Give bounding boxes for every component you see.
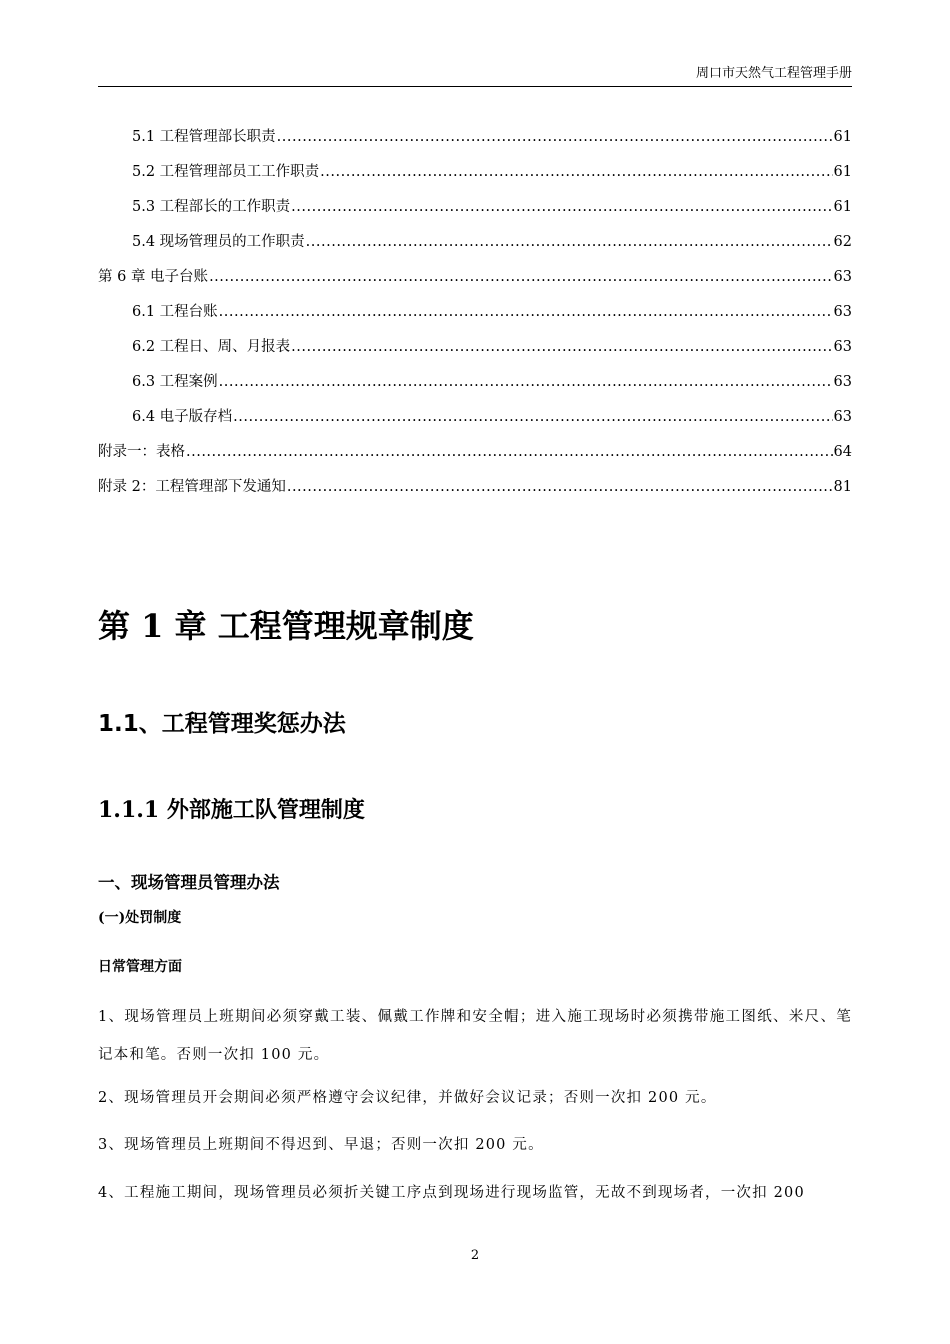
toc-leader-dots [233, 400, 832, 435]
toc-leader-dots [277, 120, 833, 155]
toc-entry[interactable] [98, 400, 852, 435]
header-rule [98, 86, 852, 87]
toc-entry-page: 63 [833, 339, 852, 355]
toc-entry[interactable] [98, 330, 852, 365]
toc-entry[interactable] [98, 295, 852, 330]
toc-entry-page: 63 [833, 269, 852, 285]
toc-entry-label: 6.1 工程台账 [132, 304, 218, 320]
toc-leader-dots [320, 155, 832, 190]
toc-entry-label: 5.4 现场管理员的工作职责 [132, 234, 305, 250]
body-paragraph: 2、现场管理员开会期间必须严格遵守会议纪律，并做好会议记录；否则一次扣 200 元。 [98, 1090, 717, 1106]
body-paragraph: 3、现场管理员上班期间不得迟到、早退；否则一次扣 200 元。 [98, 1137, 544, 1153]
toc-entry-page: 63 [833, 374, 852, 390]
toc-entry-page: 63 [833, 304, 852, 320]
toc-entry[interactable] [98, 190, 852, 225]
toc-entry-page: 63 [833, 409, 852, 425]
heading-level-4: (一)处罚制度 [98, 910, 182, 926]
toc-leader-dots [291, 330, 832, 365]
toc-leader-dots [306, 225, 833, 260]
toc-entry-page: 64 [833, 444, 852, 460]
subsection-title: 1.1.1 外部施工队管理制度 [98, 797, 365, 823]
toc-entry-label: 5.2 工程管理部员工工作职责 [132, 164, 320, 180]
toc-entry-label: 6.2 工程日、周、月报表 [132, 339, 291, 355]
toc-entry-page: 62 [833, 234, 852, 250]
toc-entry[interactable] [98, 365, 852, 400]
chapter-title: 第 1 章 工程管理规章制度 [98, 607, 474, 645]
toc-leader-dots [209, 260, 832, 295]
heading-level-3: 一、现场管理员管理办法 [98, 873, 280, 892]
toc-leader-dots [186, 435, 833, 470]
toc-leader-dots [219, 365, 833, 400]
toc-entry-label: 6.4 电子版存档 [132, 409, 233, 425]
running-header: 周口市天然气工程管理手册 [695, 66, 852, 81]
toc-leader-dots [287, 470, 833, 505]
toc-entry[interactable] [98, 225, 852, 260]
toc-entry-label: 6.3 工程案例 [132, 374, 218, 390]
toc-entry[interactable] [98, 155, 852, 190]
toc-entry-label: 5.3 工程部长的工作职责 [132, 199, 291, 215]
toc-leader-dots [219, 295, 833, 330]
table-of-contents [98, 120, 852, 505]
toc-entry-page: 61 [833, 164, 852, 180]
toc-entry-label: 附录一：表格 [98, 444, 185, 460]
toc-entry[interactable] [98, 470, 852, 505]
body-paragraph: 4、工程施工期间，现场管理员必须折关键工序点到现场进行现场监管，无故不到现场者，一次扣 200 [98, 1185, 805, 1201]
toc-entry[interactable] [98, 260, 852, 295]
toc-entry-label: 5.1 工程管理部长职责 [132, 129, 276, 145]
toc-leader-dots [291, 190, 832, 225]
toc-entry-page: 61 [833, 129, 852, 145]
toc-entry-page: 81 [833, 479, 852, 495]
toc-entry[interactable] [98, 435, 852, 470]
body-paragraph: 1、现场管理员上班期间必须穿戴工装、佩戴工作牌和安全帽；进入施工现场时必须携带施工图纸、米尺、笔记本和笔。否则一次扣 100 元。 [98, 1009, 852, 1063]
section-title: 1.1、工程管理奖惩办法 [98, 711, 346, 737]
toc-entry-label: 附录 2：工程管理部下发通知 [98, 479, 286, 495]
page-number: 2 [470, 1248, 480, 1263]
toc-entry-label: 第 6 章 电子台账 [98, 269, 209, 285]
heading-level-5: 日常管理方面 [98, 959, 182, 975]
toc-entry[interactable] [98, 120, 852, 155]
toc-entry-page: 61 [833, 199, 852, 215]
